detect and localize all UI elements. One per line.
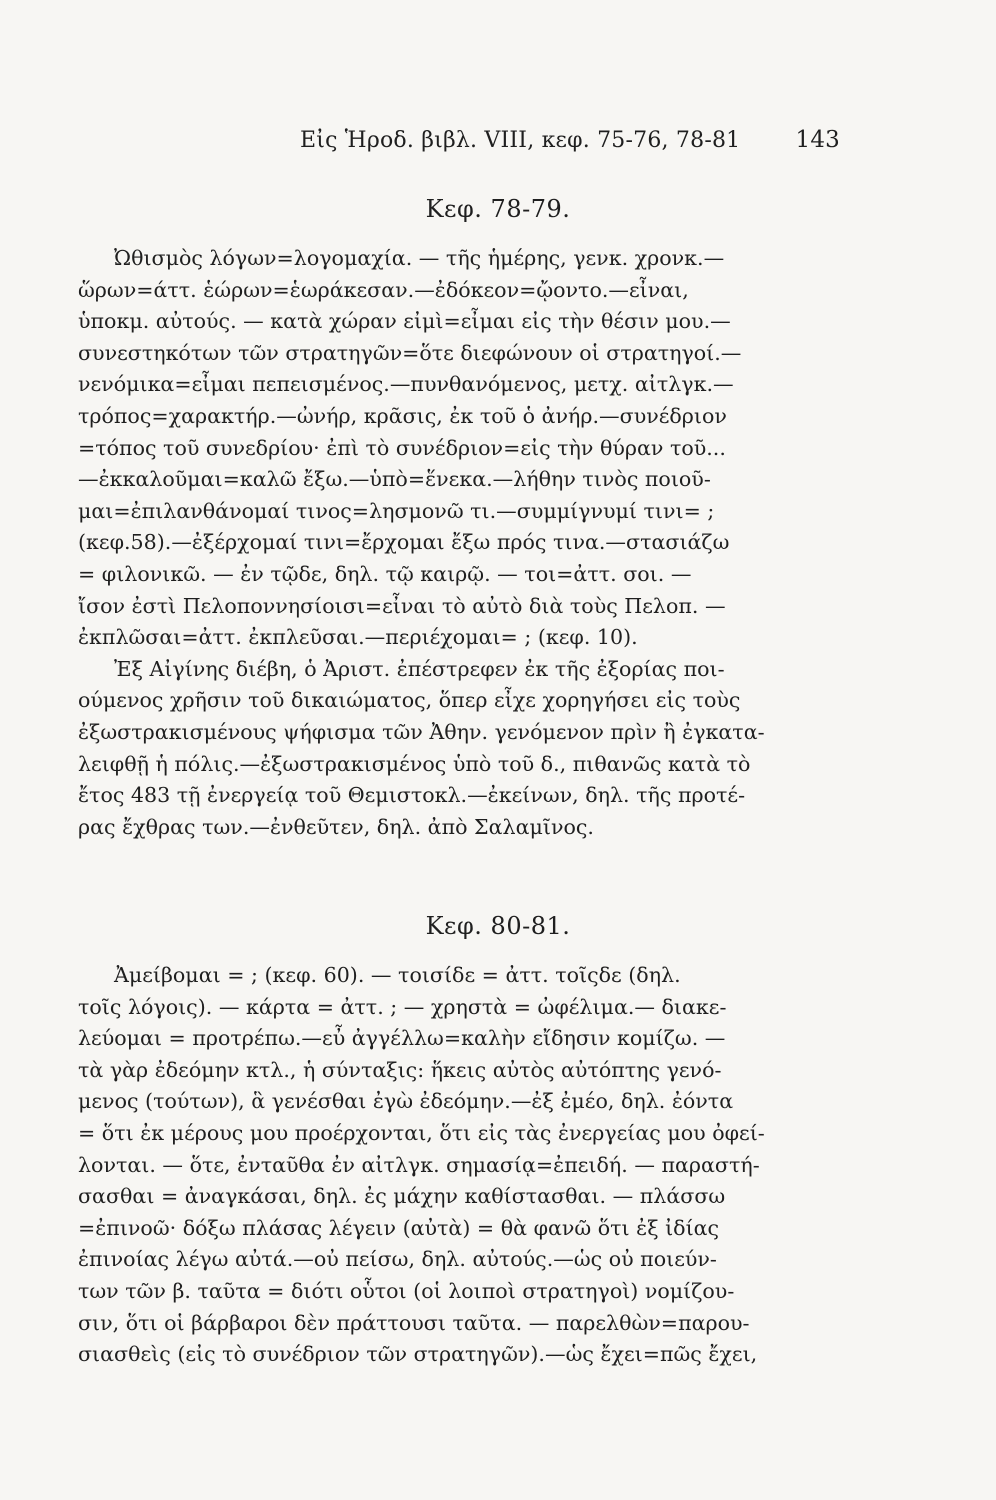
text-line: λονται. — ὅτε, ἐνταῦθα ἐν αἰτλγκ. σημασίᾳ=ἐπειδή. — παραστή- (78, 1152, 760, 1177)
text-line: ρας ἔχθρας των.—ἐνθεῦτεν, δηλ. ἀπὸ Σαλαμῖνος. (78, 814, 594, 839)
text-line: ἴσον ἐστὶ Πελοποννησίοισι=εἶναι τὸ αὐτὸ διὰ τοὺς Πελοπ. — (78, 593, 726, 618)
text-line: (κεφ.58).—ἐξέρχομαί τινι=ἔρχομαι ἔξω πρός τινα.—στασιάζω (78, 530, 730, 555)
text-line: μενος (τούτων), ἃ γενέσθαι ἐγὼ ἐδεόμην.—ἐξ ἐμέο, δηλ. ἐόντα (78, 1089, 734, 1114)
section-heading-78-79: Κεφ. 78-79. (425, 195, 571, 223)
text-line: σασθαι = ἀναγκάσαι, δηλ. ἐς μάχην καθίστασθαι. — πλάσσω (78, 1184, 726, 1209)
text-line: τὰ γὰρ ἐδεόμην κτλ., ἡ σύνταξις: ἥκεις αὐτὸς αὐτόπτης γενό- (78, 1057, 722, 1082)
text-line: —ἐκκαλοῦμαι=καλῶ ἔξω.—ὑπὸ=ἕνεκα.—λήθην τινὸς ποιοῦ- (78, 467, 711, 492)
text-line: ὑποκμ. αὐτούς. — κατὰ χώραν εἰμὶ=εἶμαι εἰς τὴν θέσιν μου.— (78, 309, 731, 334)
page-number: 143 (795, 127, 840, 153)
text-line: Ἀμείβομαι = ; (κεφ. 60). — τοισίδε = ἀττ. τοῖςδε (δηλ. (114, 963, 681, 987)
section-heading-80-81: Κεφ. 80-81. (425, 912, 571, 940)
text-line: μαι=ἐπιλανθάνομαί τινος=λησμονῶ τι.—συμμίγνυμί τινι= ; (78, 498, 715, 523)
text-line: =ἐπινοῶ· δόξω πλάσας λέγειν (αὐτὰ) = θὰ φανῶ ὅτι ἐξ ἰδίας (78, 1215, 720, 1240)
text-line: ἐξωστρακισμένους ψήφισμα τῶν Ἀθην. γενόμενον πρὶν ἢ ἐγκατα- (78, 719, 765, 744)
text-line: Ὠθισμὸς λόγων=λογομαχία. — τῆς ἡμέρης, γενκ. χρονκ.— (114, 246, 725, 270)
commentary-block-78-79 (78, 243, 818, 843)
text-line: ἐπινοίας λέγω αὐτά.—οὐ πείσω, δηλ. αὐτούς.—ὡς οὐ ποιεύν- (78, 1247, 717, 1272)
text-line: ἔτος 483 τῇ ἐνεργείᾳ τοῦ Θεμιστοκλ.—ἐκείνων, δηλ. τῆς προτέ- (78, 783, 746, 808)
text-line: των τῶν β. ταῦτα = διότι οὗτοι (οἱ λοιποὶ στρατηγοὶ) νομίζου- (78, 1278, 735, 1303)
text-line: λειφθῇ ἡ πόλις.—ἐξωστρακισμένος ὑπὸ τοῦ δ., πιθανῶς κατὰ τὸ (78, 751, 751, 776)
text-line: νενόμικα=εἶμαι πεπεισμένος.—πυνθανόμενος, μετχ. αἰτλγκ.— (78, 372, 734, 397)
text-line: σιν, ὅτι οἱ βάρβαροι δὲν πράττουσι ταῦτα. — παρελθὼν=παρου- (78, 1310, 750, 1335)
text-line: ἐκπλῶσαι=ἀττ. ἐκπλεῦσαι.—περιέχομαι= ; (κεφ. 10). (78, 625, 638, 650)
text-line: = ὅτι ἐκ μέρους μου προέρχονται, ὅτι εἰς τὰς ἐνεργείας μου ὀφεί- (78, 1120, 765, 1145)
text-line: λεύομαι = προτρέπω.—εὖ ἀγγέλλω=καλὴν εἴδησιν κομίζω. — (78, 1026, 726, 1051)
text-line: = φιλονικῶ. — ἐν τῷδε, δηλ. τῷ καιρῷ. — τοι=ἀττ. σοι. — (78, 561, 692, 586)
text-line: συνεστηκότων τῶν στρατηγῶν=ὅτε διεφώνουν οἱ στρατηγοί.— (78, 340, 742, 365)
text-line: =τόπος τοῦ συνεδρίου· ἐπὶ τὸ συνέδριον=εἰς τὴν θύραν τοῦ... (78, 435, 726, 460)
running-title: Εἰς Ἡροδ. βιβλ. VIII, κεφ. 75-76, 78-81 (300, 128, 741, 153)
text-line: Ἐξ Αἰγίνης διέβη, ὁ Ἀριστ. ἐπέστρεφεν ἐκ τῆς ἐξορίας ποι- (114, 656, 725, 681)
commentary-block-80-81 (78, 960, 818, 1371)
text-line: τοῖς λόγοις). — κάρτα = ἀττ. ; — χρηστὰ = ὠφέλιμα.— διακε- (78, 994, 727, 1019)
running-head (300, 127, 840, 153)
text-line: ὥρων=άττ. ἑώρων=ἑωράκεσαν.—ἐδόκεον=ᾤοντο.—εἶναι, (78, 277, 689, 302)
text-line: τρόπος=χαρακτήρ.—ὠνήρ, κρᾶσις, ἐκ τοῦ ὁ ἀνήρ.—συνέδριον (78, 403, 727, 428)
text-line: ούμενος χρῆσιν τοῦ δικαιώματος, ὅπερ εἶχε χορηγήσει εἰς τοὺς (78, 688, 741, 713)
text-line: σιασθεὶς (εἰς τὸ συνέδριον τῶν στρατηγῶν).—ὡς ἔχει=πῶς ἔχει, (78, 1342, 758, 1367)
